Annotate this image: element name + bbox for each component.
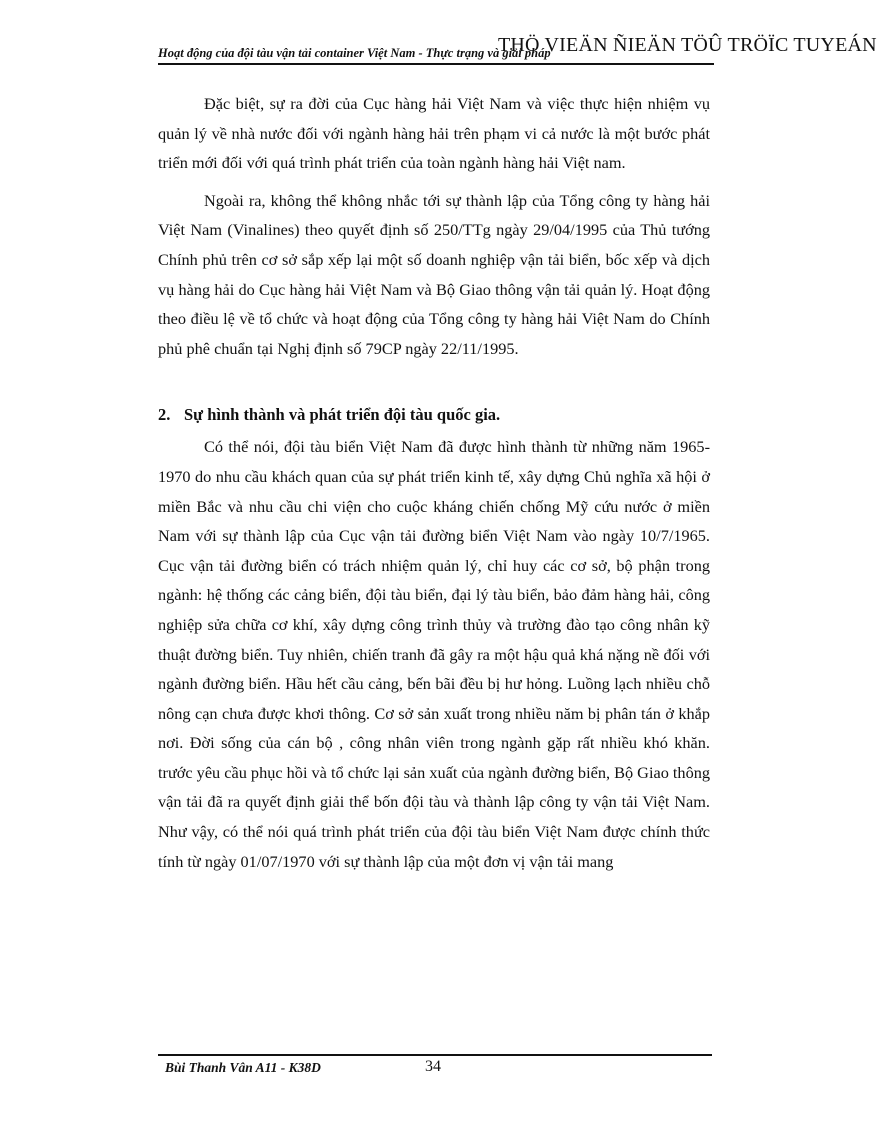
footer-divider (158, 1054, 712, 1056)
body-paragraph: Có thể nói, đội tàu biển Việt Nam đã được hình thành từ những năm 1965-1970 do nhu cầu khách quan của sự phát triển kinh tế, xây dựng Chủ nghĩa xã hội ở miền Bắc và nhu cầu chi viện cho cuộc kháng chiến chống Mỹ cứu nước ở miền Nam với sự thành lập của Cục vận tải đường biển Việt Nam vào ngày 10/7/1965. Cục vận tải đường biển có trách nhiệm quản lý, chỉ huy các cơ sở, bộ phận trong ngành: hệ thống các cảng biển, đội tàu biển, đại lý tàu biển, bảo đảm hàng hải, công nghiệp sửa chữa cơ khí, xây dựng công trình thủy và trường đào tạo công nhân kỹ thuật đường biển. Tuy nhiên, chiến tranh đã gây ra một hậu quả khá nặng nề đối với ngành đường biển. Hầu hết cầu cảng, bến bãi đều bị hư hỏng. Luồng lạch nhiều chỗ nông cạn chưa được khơi thông. Cơ sở sản xuất trong nhiều năm bị phân tán ở khắp nơi. Đời sống của cán bộ , công nhân viên trong ngành gặp rất nhiều khó khăn. trước yêu cầu phục hồi và tổ chức lại sản xuất của ngành đường biển, Bộ Giao thông vận tải đã ra quyết định giải thể bốn đội tàu và thành lập công ty vận tải Việt Nam. Như vậy, có thể nói quá trình phát triển của đội tàu biển Việt Nam được chính thức tính từ ngày 01/07/1970 với sự thành lập của một đơn vị vận tải mang (158, 437, 710, 871)
section-heading (158, 403, 710, 427)
page-number: 34 (425, 1058, 441, 1075)
section-title: Sự hình thành và phát triển đội tàu quốc gia. (184, 405, 501, 425)
footer-author: Bùi Thanh Vân A11 - K38D (165, 1060, 321, 1075)
page-body (158, 89, 710, 876)
running-header: Hoạt động của đội tàu vận tải container Việt Nam - Thực trạng và giải pháp (158, 46, 551, 60)
section-number: 2. (158, 405, 171, 425)
body-paragraph: Ngoài ra, không thể không nhắc tới sự thành lập của Tổng công ty hàng hải Việt Nam (Vinalines) theo quyết định số 250/TTg ngày 29/04/1995 của Thủ tướng Chính phủ trên cơ sở sắp xếp lại một số doanh nghiệp vận tải biển, bốc xếp và dịch vụ hàng hải do Cục hàng hải Việt Nam và Bộ Giao thông vận tải quản lý. Hoạt động theo điều lệ về tổ chức và hoạt động của Tổng công ty hàng hải Việt Nam do Chính phủ phê chuẩn tại Nghị định số 79CP ngày 22/11/1995. (158, 190, 710, 358)
body-paragraph: Đặc biệt, sự ra đời của Cục hàng hải Việt Nam và việc thực hiện nhiệm vụ quản lý về nhà nước đối với ngành hàng hải trên phạm vi cả nước là một bước phát triển mới đối với quá trình phát triển của toàn ngành hàng hải Việt nam. (158, 94, 710, 173)
watermark-text: THÖ VIEÄN ÑIEÄN TÖÛ TRÖÏC TUYEÁN (498, 34, 877, 56)
header-divider (158, 63, 714, 65)
